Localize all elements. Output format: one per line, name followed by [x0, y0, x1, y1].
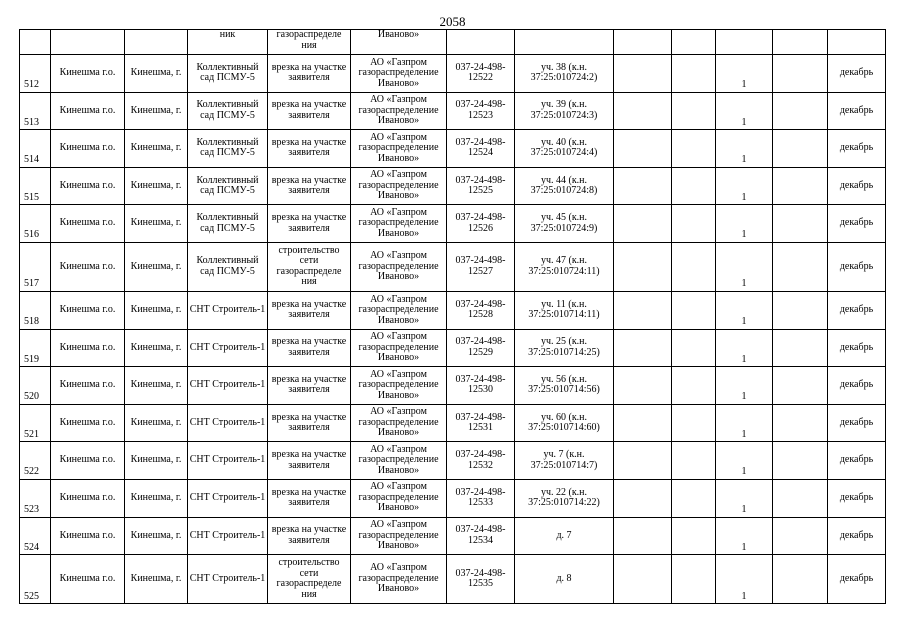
cell-object-code: 037-24-498-12527 [447, 242, 515, 291]
cell-plot: уч. 39 (к.н. 37:25:010724:3) [515, 92, 614, 130]
cell-empty-1 [614, 404, 672, 442]
cell-place: СНТ Строитель-1 [188, 329, 268, 367]
cell-place: СНТ Строитель-1 [188, 479, 268, 517]
cell-code [447, 30, 515, 55]
cell-district: Кинешма г.о. [51, 291, 125, 329]
cell-city: Кинешма, г. [125, 517, 188, 555]
cell-place: СНТ Строитель-1 [188, 442, 268, 480]
table-row [20, 291, 886, 329]
cell-place: СНТ Строитель-1 [188, 517, 268, 555]
cell-quantity: 1 [716, 479, 773, 517]
cell-work-type: врезка на участке заявителя [268, 55, 351, 93]
cell-object-code: 037-24-498-12529 [447, 329, 515, 367]
cell-empty-3 [773, 479, 828, 517]
cell-empty-2 [672, 167, 716, 205]
cell-row-number: 513 [20, 92, 51, 130]
cell-work-type: врезка на участке заявителя [268, 205, 351, 243]
page-number: 2058 [439, 14, 466, 29]
cell-empty-3 [773, 92, 828, 130]
cell-object-code: 037-24-498-12533 [447, 479, 515, 517]
cell-month: декабрь [828, 92, 886, 130]
cell-city: Кинешма, г. [125, 291, 188, 329]
cell-month: декабрь [828, 130, 886, 168]
cell-quantity: 1 [716, 167, 773, 205]
cell-empty-3 [773, 329, 828, 367]
cell-row-number: 524 [20, 517, 51, 555]
cell-plot [515, 30, 614, 55]
cell-district: Кинешма г.о. [51, 92, 125, 130]
cell-quantity: 1 [716, 555, 773, 604]
cell-empty-1 [614, 205, 672, 243]
gasification-registry-table [19, 29, 886, 604]
cell-place: СНТ Строитель-1 [188, 367, 268, 405]
cell-place: Коллективный сад ПСМУ-5 [188, 205, 268, 243]
cell-empty-3 [773, 517, 828, 555]
cell-month: декабрь [828, 329, 886, 367]
cell-empty-2 [672, 517, 716, 555]
cell-empty-2 [672, 367, 716, 405]
cell-plot: уч. 11 (к.н. 37:25:010714:11) [515, 291, 614, 329]
cell-empty-2 [672, 242, 716, 291]
cell-district: Кинешма г.о. [51, 479, 125, 517]
table-row [20, 517, 886, 555]
cell-empty-2 [672, 30, 716, 55]
cell-organization: АО «Газпром газораспределение Иваново» [351, 517, 447, 555]
cell-city [125, 30, 188, 55]
table-row [20, 205, 886, 243]
cell-plot: уч. 47 (к.н. 37:25:010724:11) [515, 242, 614, 291]
cell-empty-3 [773, 130, 828, 168]
cell-plot: уч. 56 (к.н. 37:25:010714:56) [515, 367, 614, 405]
cell-empty-3 [773, 205, 828, 243]
cell-quantity: 1 [716, 404, 773, 442]
cell-empty-1 [614, 30, 672, 55]
cell-organization: АО «Газпром газораспределение Иваново» [351, 555, 447, 604]
cell-empty-1 [614, 479, 672, 517]
cell-quantity: 1 [716, 205, 773, 243]
cell-row-number: 518 [20, 291, 51, 329]
cell-district: Кинешма г.о. [51, 167, 125, 205]
cell-organization: АО «Газпром газораспределение Иваново» [351, 329, 447, 367]
cell-work-type: врезка на участке заявителя [268, 517, 351, 555]
cell-empty-1 [614, 442, 672, 480]
cell-district: Кинешма г.о. [51, 329, 125, 367]
table-row [20, 404, 886, 442]
table-row [20, 167, 886, 205]
cell-plot: д. 7 [515, 517, 614, 555]
cell-plot: уч. 44 (к.н. 37:25:010724:8) [515, 167, 614, 205]
cell-city: Кинешма, г. [125, 167, 188, 205]
cell-object-code: 037-24-498-12522 [447, 55, 515, 93]
cell-place: Коллективный сад ПСМУ-5 [188, 92, 268, 130]
cell-district: Кинешма г.о. [51, 404, 125, 442]
cell-work-type: врезка на участке заявителя [268, 130, 351, 168]
cell-quantity: 1 [716, 55, 773, 93]
cell-place: СНТ Строитель-1 [188, 291, 268, 329]
cell-place: Коллективный сад ПСМУ-5 [188, 242, 268, 291]
cell-row-number: 516 [20, 205, 51, 243]
cell-work-type: врезка на участке заявителя [268, 367, 351, 405]
cell-empty-1 [614, 167, 672, 205]
cell-quantity: 1 [716, 242, 773, 291]
cell-quantity: 1 [716, 367, 773, 405]
cell-organization: АО «Газпром газораспределение Иваново» [351, 442, 447, 480]
cell-empty-2 [672, 555, 716, 604]
cell-place: СНТ Строитель-1 [188, 404, 268, 442]
cell-object-code: 037-24-498-12526 [447, 205, 515, 243]
cell-district: Кинешма г.о. [51, 517, 125, 555]
cell-empty-2 [672, 130, 716, 168]
cell-place: Коллективный сад ПСМУ-5 [188, 130, 268, 168]
cell-place: Коллективный сад ПСМУ-5 [188, 55, 268, 93]
cell-work-type: врезка на участке заявителя [268, 291, 351, 329]
cell-empty-2 [672, 442, 716, 480]
cell-plot: уч. 7 (к.н. 37:25:010714:7) [515, 442, 614, 480]
cell-work-type: врезка на участке заявителя [268, 167, 351, 205]
cell-plot: уч. 45 (к.н. 37:25:010724:9) [515, 205, 614, 243]
cell-quantity: 1 [716, 92, 773, 130]
cell-district: Кинешма г.о. [51, 130, 125, 168]
table-row [20, 130, 886, 168]
cell-organization: АО «Газпром газораспределение Иваново» [351, 291, 447, 329]
cell-empty-3 [773, 404, 828, 442]
cell-org: Иваново» [351, 30, 447, 55]
cell-quantity: 1 [716, 442, 773, 480]
cell-plot: уч. 60 (к.н. 37:25:010714:60) [515, 404, 614, 442]
cell-empty-3 [773, 367, 828, 405]
cell-work: газораспределе ния [268, 30, 351, 55]
cell-city: Кинешма, г. [125, 130, 188, 168]
cell-work-type: врезка на участке заявителя [268, 404, 351, 442]
cell-num [20, 30, 51, 55]
cell-month: декабрь [828, 205, 886, 243]
cell-object-code: 037-24-498-12535 [447, 555, 515, 604]
cell-month: декабрь [828, 242, 886, 291]
cell-place: Коллективный сад ПСМУ-5 [188, 167, 268, 205]
table-row [20, 55, 886, 93]
cell-district: Кинешма г.о. [51, 242, 125, 291]
cell-object-code: 037-24-498-12523 [447, 92, 515, 130]
cell-work-type: врезка на участке заявителя [268, 329, 351, 367]
cell-quantity: 1 [716, 130, 773, 168]
table-row [20, 479, 886, 517]
cell-district: Кинешма г.о. [51, 205, 125, 243]
cell-object-code: 037-24-498-12532 [447, 442, 515, 480]
cell-month: декабрь [828, 555, 886, 604]
cell-empty-1 [614, 291, 672, 329]
cell-city: Кинешма, г. [125, 242, 188, 291]
table-row [20, 442, 886, 480]
cell-city: Кинешма, г. [125, 404, 188, 442]
cell-month: декабрь [828, 55, 886, 93]
cell-row-number: 521 [20, 404, 51, 442]
table-row [20, 329, 886, 367]
cell-empty-2 [672, 479, 716, 517]
cell-quantity: 1 [716, 329, 773, 367]
cell-quantity: 1 [716, 291, 773, 329]
cell-month: декабрь [828, 479, 886, 517]
cell-row-number: 525 [20, 555, 51, 604]
cell-empty-3 [773, 167, 828, 205]
cell-plot: уч. 25 (к.н. 37:25:010714:25) [515, 329, 614, 367]
cell-empty-3 [773, 555, 828, 604]
cell-month: декабрь [828, 167, 886, 205]
cell-object-code: 037-24-498-12531 [447, 404, 515, 442]
cell-district: Кинешма г.о. [51, 555, 125, 604]
cell-city: Кинешма, г. [125, 555, 188, 604]
cell-work-type: врезка на участке заявителя [268, 479, 351, 517]
cell-empty-2 [672, 329, 716, 367]
cell-city: Кинешма, г. [125, 442, 188, 480]
cell-empty-3 [773, 442, 828, 480]
cell-empty-3 [773, 30, 828, 55]
cell-empty-3 [773, 55, 828, 93]
cell-place: СНТ Строитель-1 [188, 555, 268, 604]
cell-organization: АО «Газпром газораспределение Иваново» [351, 367, 447, 405]
cell-object-code: 037-24-498-12534 [447, 517, 515, 555]
cell-city: Кинешма, г. [125, 55, 188, 93]
cell-empty-3 [773, 291, 828, 329]
cell-empty-1 [614, 329, 672, 367]
cell-object-code: 037-24-498-12525 [447, 167, 515, 205]
cell-empty-1 [614, 92, 672, 130]
table-row [20, 555, 886, 604]
cell-organization: АО «Газпром газораспределение Иваново» [351, 167, 447, 205]
cell-empty-1 [614, 367, 672, 405]
cell-work-type: врезка на участке заявителя [268, 92, 351, 130]
cell-row-number: 523 [20, 479, 51, 517]
cell-organization: АО «Газпром газораспределение Иваново» [351, 55, 447, 93]
cell-empty-1 [614, 130, 672, 168]
cell-place: ник [188, 30, 268, 55]
cell-month: декабрь [828, 367, 886, 405]
cell-empty-2 [672, 404, 716, 442]
cell-month: декабрь [828, 291, 886, 329]
cell-row-number: 512 [20, 55, 51, 93]
cell-empty-2 [672, 205, 716, 243]
cell-empty-1 [614, 517, 672, 555]
cell-quantity: 1 [716, 517, 773, 555]
cell-empty-2 [672, 55, 716, 93]
cell-month: декабрь [828, 442, 886, 480]
cell-month [828, 30, 886, 55]
cell-qty [716, 30, 773, 55]
continuation-row [20, 30, 886, 55]
cell-work-type: врезка на участке заявителя [268, 442, 351, 480]
cell-empty-1 [614, 555, 672, 604]
cell-district: Кинешма г.о. [51, 442, 125, 480]
cell-row-number: 520 [20, 367, 51, 405]
cell-empty-2 [672, 291, 716, 329]
cell-plot: уч. 22 (к.н. 37:25:010714:22) [515, 479, 614, 517]
cell-city: Кинешма, г. [125, 205, 188, 243]
cell-work-type: строительство сети газораспределе ния [268, 242, 351, 291]
table-row [20, 242, 886, 291]
table-row [20, 367, 886, 405]
cell-object-code: 037-24-498-12524 [447, 130, 515, 168]
cell-plot: уч. 40 (к.н. 37:25:010724:4) [515, 130, 614, 168]
table-row [20, 92, 886, 130]
cell-organization: АО «Газпром газораспределение Иваново» [351, 404, 447, 442]
cell-object-code: 037-24-498-12528 [447, 291, 515, 329]
cell-city: Кинешма, г. [125, 479, 188, 517]
cell-row-number: 514 [20, 130, 51, 168]
cell-organization: АО «Газпром газораспределение Иваново» [351, 242, 447, 291]
cell-district: Кинешма г.о. [51, 55, 125, 93]
cell-district: Кинешма г.о. [51, 367, 125, 405]
cell-plot: уч. 38 (к.н. 37:25:010724:2) [515, 55, 614, 93]
cell-organization: АО «Газпром газораспределение Иваново» [351, 479, 447, 517]
cell-city: Кинешма, г. [125, 367, 188, 405]
cell-empty-3 [773, 242, 828, 291]
cell-organization: АО «Газпром газораспределение Иваново» [351, 92, 447, 130]
cell-month: декабрь [828, 404, 886, 442]
cell-city: Кинешма, г. [125, 329, 188, 367]
cell-row-number: 522 [20, 442, 51, 480]
cell-month: декабрь [828, 517, 886, 555]
cell-row-number: 515 [20, 167, 51, 205]
cell-row-number: 519 [20, 329, 51, 367]
cell-district [51, 30, 125, 55]
cell-work-type: строительство сети газораспределе ния [268, 555, 351, 604]
cell-plot: д. 8 [515, 555, 614, 604]
cell-empty-1 [614, 55, 672, 93]
cell-organization: АО «Газпром газораспределение Иваново» [351, 205, 447, 243]
cell-row-number: 517 [20, 242, 51, 291]
cell-empty-2 [672, 92, 716, 130]
cell-object-code: 037-24-498-12530 [447, 367, 515, 405]
cell-city: Кинешма, г. [125, 92, 188, 130]
cell-empty-1 [614, 242, 672, 291]
cell-organization: АО «Газпром газораспределение Иваново» [351, 130, 447, 168]
